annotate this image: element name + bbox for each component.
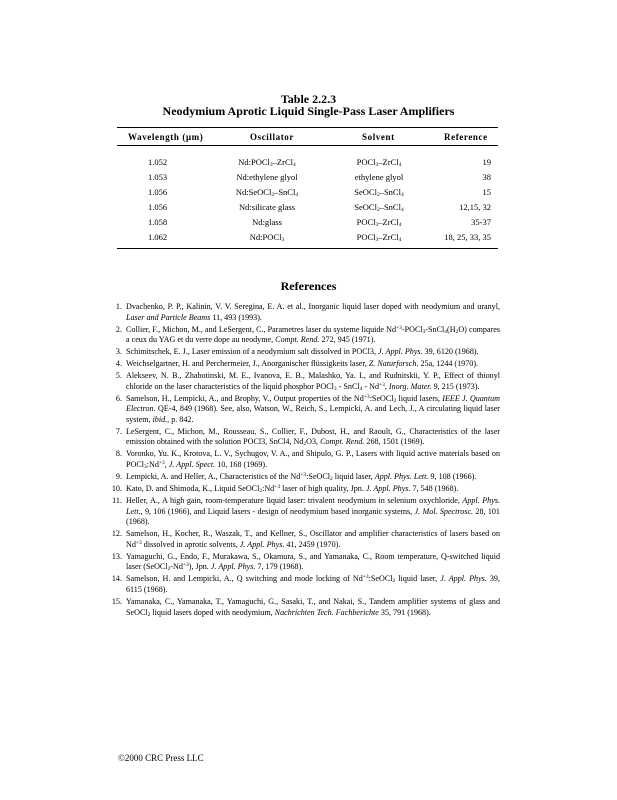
reference-text: Weichselgartner, H. and Perchermeier, J., Anorganischer flüssigkeits laser, Z. Naturforsch. 25a, 1244 (1970). [126, 359, 479, 369]
reference-text: Samelson, H., Lempicki, A., and Brophy, V., Output properties of the $Nd^{+3}:SeOCl_2$ liquid lasers, IEEE J. Quantum Electron. QE-4, 849 (1968). See, also, Watson, W., Reich, S., Lempicki, A. and Lech, J., A circulating liquid laser system, ibid., p. 842. [126, 393, 500, 424]
reference-item: 8. Voronko, Yu. K., Krotova, L. V., Sychugov, V. A., and Shipulo, G. P., Lasers with liquid active materials based on $POCl_3:Nd^{+3}$, J. Appl. Spect. 10, 168 (1969). [115, 449, 500, 471]
cell-reference: 18, 25, 33, 35 [444, 232, 491, 242]
cell-reference: 15 [482, 187, 491, 197]
cell-oscillator: Nd:POCl$_3$–ZrCl$_4$ [238, 157, 296, 168]
table-title: Neodymium Aprotic Liquid Single-Pass Laser Amplifiers [162, 104, 455, 118]
cell-reference: 19 [482, 157, 491, 167]
header-reference: Reference [444, 132, 488, 142]
reference-text: Alekseev, N. B., Zhabotinski, M. E., Ivanova, E. B., Malashko, Ya. I., and Rudnitskii, Y. P., Effect of thionyl chloride on the laser characteristics of the liquid phosphor POCl$_3$ - SnCl$_4$ - $Nd^{+3}$, Inorg. Mater. 9, 215 (1973). [126, 371, 500, 392]
reference-item: 13. Yamaguchi, G., Endo, F., Murakawa, S., Okamura, S., and Yamanaka, C., Room temperature, Q-switched liquid laser $(SeOCl_2-Nd^{+3})$, Jpn. J. Appl. Phys. 7, 179 (1968). [111, 551, 500, 573]
reference-item: 4. Weichselgartner, H. and Perchermeier, J., Anorganischer flüssigkeits laser, Z. Naturforsch. 25a, 1244 (1970). [115, 359, 479, 369]
table-bottom-rule [117, 248, 498, 249]
cell-solvent: SeOCl$_2$–SnCl$_4$ [354, 187, 404, 198]
cell-solvent: SeOCl$_2$–SnCl$_4$ [354, 202, 404, 213]
reference-text: Kato, D. and Shimoda, K., Liquid $SeOCl_2:Nd^{+3}$ laser of high quality, Jpn. J. Appl. Phys. 7, 548 (1968). [126, 484, 459, 495]
reference-text: Collier, F., Michon, M., and LeSergent, C., Parametres laser du systeme liquide $Nd^{+3}-POCl_3-SnCl_4(H_2O)$ compares a ceux du YAG et du verre dope au neodyme, Compt. Rend. 272, 945 (1971). [126, 324, 500, 345]
cell-oscillator: Nd:silicate glass [239, 202, 295, 212]
reference-text: Samelson, H., Kocher, R., Waszak, T., and Kellner, S., Oscillator and amplifier characteristics of lasers based on $Nd^{+3}$ dissolved in aprotic solvents, J. Appl. Phys. 41, 2459 (1970). [126, 529, 500, 549]
reference-text: LeSergent, C., Michon, M., Rousseau, S., Collier, F., Dubost, H., and Raoult, G., Characteristics of the laser emission obtained with the solution POCl3, SnCl4, $Nd_2O3$, Compt. Rend. 268, 1501 (1969). [126, 426, 500, 448]
reference-item: 10. Kato, D. and Shimoda, K., Liquid $SeOCl_2:Nd^{+3}$ laser of high quality, Jpn. J. Appl. Phys. 7, 548 (1968). [111, 484, 459, 495]
table-top-rule [117, 127, 498, 128]
cell-oscillator: Nd:SeOCl$_2$–SnCl$_4$ [235, 187, 299, 198]
table-header-rule [117, 145, 498, 146]
table-number: Table 2.2.3 [280, 92, 337, 106]
header-solvent: Solvent [362, 132, 395, 142]
reference-text: Samelson, H. and Lempicki, A., Q switching and mode locking of $Nd^{+3}:SeOCl_2$ liquid laser, J. Appl. Phys. 39, 6115 (1968). [126, 574, 500, 594]
cell-reference: 38 [482, 172, 491, 182]
reference-text: Voronko, Yu. K., Krotova, L. V., Sychugov, V. A., and Shipulo, G. P., Lasers with liquid active materials based on $POCl_3:Nd^{+3}$, J. Appl. Spect. 10, 168 (1969). [126, 449, 500, 471]
reference-item: 2. Collier, F., Michon, M., and LeSergent, C., Parametres laser du systeme liquide $Nd^{+3}-POCl_3-SnCl_4(H_2O)$ compares a ceux du YAG et du verre dope au neodyme, Compt. Rend. 272, 945 (1971). [115, 324, 500, 345]
cell-wavelength: 1.056 [148, 202, 168, 212]
reference-text: Schimitschek, E. J., Laser emission of a neodymium salt dissolved in POCl3, J. Appl. Phys. 39, 6120 (1968). [126, 347, 479, 357]
reference-item: 7. LeSergent, C., Michon, M., Rousseau, S., Collier, F., Dubost, H., and Raoult, G., Characteristics of the laser emission obtained with the solution POCl3, SnCl4, $Nd_2O3$, Compt. Rend. 268, 1501 (1969). [115, 426, 500, 448]
cell-solvent: POCl$_3$–ZrCl$_4$ [356, 232, 402, 243]
references-list [111, 302, 500, 619]
copyright-footer: ©2000 CRC Press LLC [118, 753, 204, 763]
cell-oscillator: Nd:glass [252, 217, 282, 227]
reference-item: 12. Samelson, H., Kocher, R., Waszak, T., and Kellner, S., Oscillator and amplifier characteristics of lasers based on $Nd^{+3}$ dissolved in aprotic solvents, J. Appl. Phys. 41, 2459 (1970). [111, 529, 500, 549]
reference-text: Lempicki, A. and Heller, A., Characteristics of the $Nd^{+3}:SeOCl_2$ liquid laser, Appl. Phys. Lett. 9, 108 (1966). [126, 472, 477, 483]
header-oscillator: Oscillator [250, 132, 294, 142]
reference-item: 6. Samelson, H., Lempicki, A., and Brophy, V., Output properties of the $Nd^{+3}:SeOCl_2$ liquid lasers, IEEE J. Quantum Electron. QE-4, 849 (1968). See, also, Watson, W., Reich, S., Lempicki, A. and Lech, J., A circulating liquid laser system, ibid., p. 842. [115, 393, 500, 424]
cell-solvent: POCl$_3$–ZrCl$_4$ [356, 217, 402, 228]
cell-solvent: POCl$_3$–ZrCl$_4$ [356, 157, 402, 168]
reference-item: 14. Samelson, H. and Lempicki, A., Q switching and mode locking of $Nd^{+3}:SeOCl_2$ liquid laser, J. Appl. Phys. 39, 6115 (1968). [111, 574, 500, 594]
reference-text: Dvachenko, P. P., Kalinin, V. V. Seregina, E. A. et al., Inorganic liquid laser doped with neodymium and uranyl, Laser and Particle Beams 11, 493 (1993). [126, 302, 500, 322]
reference-text: Yamaguchi, G., Endo, F., Murakawa, S., Okamura, S., and Yamanaka, C., Room temperature, Q-switched liquid laser $(SeOCl_2-Nd^{+3})$, Jpn. J. Appl. Phys. 7, 179 (1968). [126, 551, 500, 573]
cell-wavelength: 1.053 [148, 172, 168, 182]
cell-reference: 12,15, 32 [459, 202, 491, 212]
reference-item: 3. Schimitschek, E. J., Laser emission of a neodymium salt dissolved in POCl3, J. Appl. Phys. 39, 6120 (1968). [115, 347, 479, 357]
reference-item: 9. Lempicki, A. and Heller, A., Characteristics of the $Nd^{+3}:SeOCl_2$ liquid laser, Appl. Phys. Lett. 9, 108 (1966). [115, 472, 477, 483]
reference-item: 5. Alekseev, N. B., Zhabotinski, M. E., Ivanova, E. B., Malashko, Ya. I., and Rudnitskii, Y. P., Effect of thionyl chloride on the laser characteristics of the liquid phosphor POCl$_3$ - SnCl$_4$ - $Nd^{+3}$, Inorg. Mater. 9, 215 (1973). [115, 371, 500, 392]
cell-reference: 35-37 [471, 217, 491, 227]
header-wavelength: Wavelength (μm) [128, 132, 204, 142]
cell-wavelength: 1.062 [148, 232, 168, 242]
cell-wavelength: 1.058 [148, 217, 168, 227]
cell-solvent: ethylene glyol [354, 172, 404, 182]
references-heading: References [280, 279, 337, 293]
reference-item: 11. Heller, A., A high gain, room-temperature liquid laser: trivalent neodymium in selenium oxychloride, Appl. Phys. Lett., 9, 106 (1966), and Liquid lasers - design of neodymium based inorganic systems, J. Mol. Spectrosc. 28, 101 (1968). [112, 496, 500, 527]
reference-text: Yamanaka, C., Yamanaka, T., Yamaguchi, G., Sasaki, T., and Nakai, S., Tandem amplifier systems of glass and SeOCl$_2$ liquid lasers doped with neodymium, Nachrichten Tech. Fachberichte 35, 791 (1968). [126, 596, 500, 618]
cell-wavelength: 1.052 [148, 157, 168, 167]
reference-text: Heller, A., A high gain, room-temperature liquid laser: trivalent neodymium in selenium oxychloride, Appl. Phys. Lett., 9, 106 (1966), and Liquid lasers - design of neodymium based inorganic systems, J. Mol. Spectrosc. 28, 101 (1968). [126, 496, 500, 527]
cell-wavelength: 1.056 [148, 187, 168, 197]
cell-oscillator: Nd:POCl$_3$ [249, 232, 285, 243]
reference-item: 1. Dvachenko, P. P., Kalinin, V. V. Seregina, E. A. et al., Inorganic liquid laser doped with neodymium and uranyl, Laser and Particle Beams 11, 493 (1993). [115, 302, 500, 322]
reference-item: 15. Yamanaka, C., Yamanaka, T., Yamaguchi, G., Sasaki, T., and Nakai, S., Tandem amplifier systems of glass and SeOCl$_2$ liquid lasers doped with neodymium, Nachrichten Tech. Fachberichte 35, 791 (1968). [111, 596, 500, 618]
cell-oscillator: Nd:ethylene glyol [236, 172, 298, 182]
